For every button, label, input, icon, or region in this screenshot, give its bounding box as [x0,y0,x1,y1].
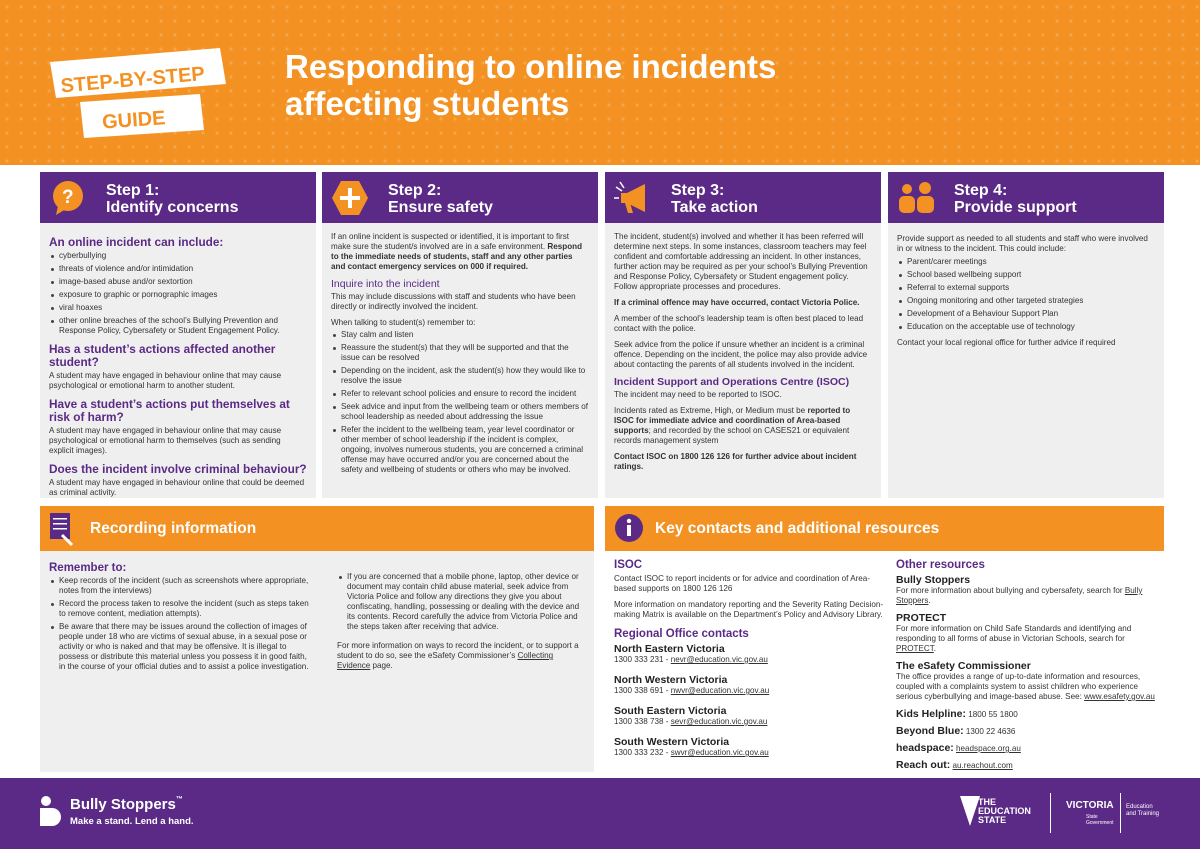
step1-q2: Have a student’s actions put themselves at risk of harm? [49,397,290,424]
bully-stoppers-logo-icon [36,794,66,830]
region-north-western: North Western Victoria 1300 338 691 - nwvr@education.vic.gov.au [614,674,770,695]
step-by-step-badge [40,40,240,150]
victoria-subtitle: State Government [1086,814,1114,826]
collecting-evidence-link[interactable]: Collecting Evidence [337,651,554,670]
bully-stoppers-link[interactable]: Bully Stoppers [896,586,1143,605]
notepad-pen-icon [48,511,76,547]
page-title: Responding to online incidents affecting students [285,48,777,122]
email-link[interactable]: swvr@education.vic.gov.au [670,748,769,757]
footer [0,778,1200,849]
footer-brand: Bully Stoppers™ [70,796,183,813]
recording-heading: Remember to: [49,562,127,574]
recording-panel: Recording information Remember to: Keep records of the incident (such as screenshots where appropriate, notes from the interviews) Record the process taken to resolve the incident (such as steps taken to remove content, mediation attempts). Be aware that there may be issues around the collection of images of people under 18 who are victims of sexual abuse, in a sexual pose or activity or who is naked and that may be offensive. It is illegal to possess or distribute this material unless you possess it in good faith, in the course of your official duties and to assist a police investigation. If you are concerned that a mobile phone, laptop, other device or document may contain child abuse material, seek advice from Victoria Police and follow any directions they give you about confiscating, handling, possessing or dealing with the device and its contents. Record carefully the advice from Victoria Police and the steps taken after receiving that advice. For more information on ways to record the incident, or to support a student to do so, see the eSafety Commissioner’s Collecting Evidence page. [40,506,594,772]
header-banner [0,0,1200,165]
step4-header: Step 4: Provide support [888,172,1164,223]
recording-header: Recording information [40,506,594,551]
recording-list-left: Keep records of the incident (such as screenshots where appropriate, notes from the interviews) Record the process taken to resolve the incident (such as steps taken to remove content, mediation attempts). Be aware that there may be issues around the collection of images of people under 18 who are victims of sexual abuse, in a sexual pose or activity or who is naked and that may be offensive. It is illegal to possess or distribute this material unless you possess it in good faith, in the course of your official duties and to assist a police investigation. [49,576,311,672]
badge-line1: STEP-BY-STEP [59,62,206,98]
education-state-logo: THE EDUCATION STATE [978,797,1031,825]
step2-header: Step 2: Ensure safety [322,172,598,223]
step1-header: ? Step 1: Identify concerns [40,172,316,223]
email-link[interactable]: nwvr@education.vic.gov.au [670,686,770,695]
region-south-eastern: South Eastern Victoria 1300 338 738 - sevr@education.vic.gov.au [614,705,768,726]
svg-text:?: ? [62,187,74,208]
recording-list-right: If you are concerned that a mobile phone, laptop, other device or document may contain child abuse material, seek advice from Victoria Police and follow any directions they give you about confiscating, handling, possessing or dealing with the device and its contents. Record carefully the advice from Victoria Police and the steps taken after receiving that advice. [337,572,587,632]
question-icon [48,179,88,217]
step3-card: Step 3: Take action The incident, student(s) involved and whether it has been referred will determine next steps. In some instances, classroom teachers may feel confident and comfortable addressing an incident. In other instances, further action may be required as per your school’s Bullying Prevention and Response Policy, Cybersafety or Student engagement policy. Follow appropriate processes and procedures. If a criminal offence may have occurred, contact Victoria Police. A member of the school’s leadership team is often best placed to lead contact with the police. Seek advice from the police if unsure whether an incident is a criminal offence. Depending on the incident, the police may also provide advice about contacting the parents of all students involved in the incident. Incident Support and Operations Centre (ISOC) The incident may need to be reported to ISOC. Incidents rated as Extreme, High, or Medium must be reported to ISOC for immediate advice and coordination of Area-based supports; and recorded by the school on CASES21 or equivalent records management system Contact ISOC on 1800 126 126 for further advice about incident ratings. [605,172,881,498]
esafety-link[interactable]: www.esafety.gov.au [1084,692,1155,701]
contacts-panel: Key contacts and additional resources ISOC Contact ISOC to report incidents or for advice and coordination of Area-based supports on 1800 126 126 More information on mandatory reporting and the Severity Rating Decision-making Matrix is available on the Department’s Policy and Advisory Library. Regional Office contacts North Eastern Victoria 1300 333 231 - nevr@education.vic.gov.au North Western Victoria 1300 338 691 - nwvr@education.vic.gov.au South Eastern Victoria 1300 338 738 - sevr@education.vic.gov.au South Western Victoria 1300 333 232 - swvr@education.vic.gov.au Other resources Bully Stoppers For more information about bullying and cybersafety, search for Bully Stoppers. PROTECT For more information on Child Safe Standards and identifying and responding to all forms of abuse in Victorian Schools, search for PROTECT. The eSafety Commissioner The office provides a range of up-to-date information and resources, coupled with a complaints system to assist children who experience serious cyberbullying and image-based abuse. See: www.esafety.gov.au Kids Helpline: 1800 55 1800 Beyond Blue: 1300 22 4636 headspace: headspace.org.au Reach out: au.reachout.com [605,506,1164,772]
headspace-link[interactable]: headspace.org.au [956,744,1021,753]
badge-line2: GUIDE [101,107,167,134]
step1-q1: Has a student’s actions affected another student? [49,342,276,369]
reachout-link[interactable]: au.reachout.com [952,761,1013,770]
step1-q3: Does the incident involve criminal behaviour? [49,462,307,476]
email-link[interactable]: sevr@education.vic.gov.au [670,717,768,726]
info-icon [613,511,645,545]
step1-include-heading: An online incident can include: [49,235,224,249]
victoria-logo: VICTORIA [1066,800,1114,811]
step2-card: Step 2: Ensure safety If an online incident is suspected or identified, it is important to first make sure the student/s involved are in a safe environment. Respond to the immediate needs of students, staff and any other parties and contact emergency services on 000 if required. Inquire into the incident This may include discussions with staff and students who have been directly or indirectly involved the incident. When talking to student(s) remember to: Stay calm and listen Reassure the student(s) that they will be supported and that the issue can be resolved Depending on the incident, ask the student(s) how they would like to resolve the issue Refer to relevant school policies and ensure to record the incident Seek advice and input from the wellbeing team or others members of school leadership as needed about addressing the issue Refer the incident to the wellbeing team, year level coordinator or other member of school leadership if the incident is complex, ongoing, involves numerous students, you are concerned a criminal offense may have occurred and/or you are concerned about the safety and wellbeing of students or others who may be involved. [322,172,598,498]
protect-link[interactable]: PROTECT [896,644,934,653]
step4-list: Parent/carer meetings School based wellbeing support Referral to external supports Ongoing monitoring and other targeted strategies Development of a Behaviour Support Plan Education on the acceptable use of technology [897,257,1155,332]
contacts-header: Key contacts and additional resources [605,506,1164,551]
megaphone-icon [613,179,653,217]
step3-isoc-heading: Incident Support and Operations Centre (ISOC) [614,376,850,388]
people-icon [896,179,936,217]
step3-header: Step 3: Take action [605,172,881,223]
step1-list: cyberbullying threats of violence and/or intimidation image-based abuse and/or sextortion exposure to graphic or pornographic images viral hoaxes other online breaches of the school’s Bullying Prevention and Response Policy, Cybersafety or Student Engagement Policy. [49,251,307,336]
department-name: Education and Training [1126,804,1160,817]
region-south-western: South Western Victoria 1300 333 232 - swvr@education.vic.gov.au [614,736,769,757]
region-north-eastern: North Eastern Victoria 1300 333 231 - nevr@education.vic.gov.au [614,643,768,664]
email-link[interactable]: nevr@education.vic.gov.au [670,655,768,664]
footer-tagline: Make a stand. Lend a hand. [70,816,194,827]
step2-inquire-heading: Inquire into the incident [331,278,440,290]
plus-icon [330,179,370,217]
footer-divider [1120,793,1121,833]
footer-divider [1050,793,1051,833]
step2-list: Stay calm and listen Reassure the student(s) that they will be supported and that the issue can be resolved Depending on the incident, ask the student(s) how they would like to resolve the issue Refer to relevant school policies and ensure to record the incident Seek advice and input from the wellbeing team or others members of school leadership as needed about addressing the issue Refer the incident to the wellbeing team, year level coordinator or other member of school leadership if the incident is complex, ongoing, involves numerous students, you are concerned a criminal offense may have occurred and/or you are concerned about the safety and wellbeing of students or others who may be involved. [331,330,589,475]
step1-card: ? Step 1: Identify concerns An online incident can include: cyberbullying threats of violence and/or intimidation image-based abuse and/or sextortion exposure to graphic or pornographic images viral hoaxes other online breaches of the school’s Bullying Prevention and Response Policy, Cybersafety or Student Engagement Policy. Has a student’s actions affected another student? A student may have engaged in behaviour online that may cause psychological or emotional harm to another student. Have a student’s actions put themselves at risk of harm? A student may have engaged in behaviour online that may cause psychological or emotional harm to themselves (such as sending explicit images). Does the incident involve criminal behaviour? A student may have engaged in behaviour online that could be deemed as criminal activity. [40,172,316,498]
step4-card: Step 4: Provide support Provide support as needed to all students and staff who were involved in or witness to the incident. This could include: Parent/carer meetings School based wellbeing support Referral to external supports Ongoing monitoring and other targeted strategies Development of a Behaviour Support Plan Education on the acceptable use of technology Contact your local regional office for further advice if required [888,172,1164,498]
